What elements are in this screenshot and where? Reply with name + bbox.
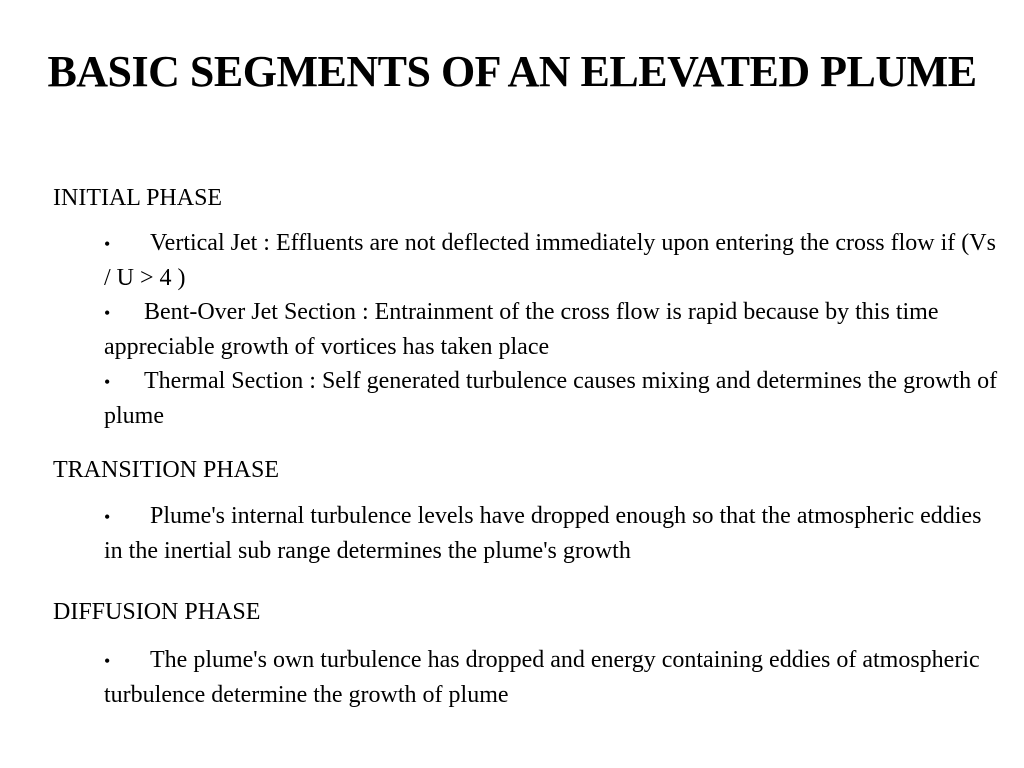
bullet-icon: • <box>104 303 111 323</box>
bullet-item <box>104 364 1004 433</box>
bullet-text: The plume's own turbulence has dropped and energy containing eddies of atmospheric turbulence determine the growth of plume <box>104 647 980 708</box>
bullet-icon: • <box>104 234 111 254</box>
bullet-icon: • <box>104 651 111 671</box>
transition-phase-bullets <box>104 499 1004 568</box>
bullet-item <box>104 643 1004 712</box>
bullet-item <box>104 499 1004 568</box>
initial-phase-heading: INITIAL PHASE <box>53 185 223 211</box>
diffusion-phase-heading: DIFFUSION PHASE <box>53 599 261 625</box>
bullet-text: Plume's internal turbulence levels have dropped enough so that the atmospheric eddies in the inertial sub range determines the plume's growth <box>104 503 982 564</box>
bullet-text: Bent-Over Jet Section : Entrainment of the cross flow is rapid because by this time appreciable growth of vortices has taken place <box>104 299 939 360</box>
transition-phase-heading: TRANSITION PHASE <box>53 457 280 483</box>
bullet-text: Vertical Jet : Effluents are not deflected immediately upon entering the cross flow if (Vs / U > 4 ) <box>104 230 996 291</box>
bullet-item <box>104 226 1004 295</box>
diffusion-phase-bullets <box>104 643 1004 712</box>
initial-phase-bullets <box>104 226 1004 433</box>
bullet-item <box>104 295 1004 364</box>
bullet-icon: • <box>104 507 111 527</box>
bullet-text: Thermal Section : Self generated turbulence causes mixing and determines the growth of plume <box>104 368 998 429</box>
slide-title: BASIC SEGMENTS OF AN ELEVATED PLUME <box>47 47 977 96</box>
bullet-icon: • <box>104 372 111 392</box>
